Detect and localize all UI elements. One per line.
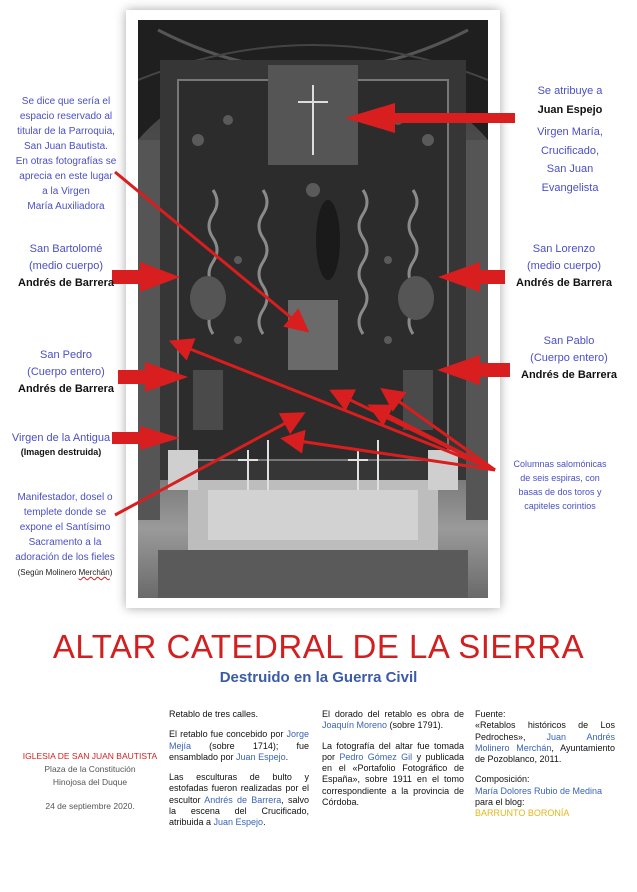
saint-name: San Pedro: [40, 349, 92, 361]
link-juan-espejo[interactable]: Juan Espejo: [236, 751, 286, 762]
text-span: El retablo fue concebido por: [169, 729, 287, 740]
figure-name: Evangelista: [541, 181, 599, 194]
text-span: .: [285, 751, 289, 762]
figure-name: San Juan: [546, 163, 594, 175]
text-span: , salvo la escena del Crucificado, atribuida a: [169, 794, 309, 828]
note-line: expone el Santísimo: [19, 522, 111, 533]
link-molinero-merchan[interactable]: Juan Andrés Molinero Merchán: [475, 731, 615, 753]
link-juan-espejo[interactable]: Juan Espejo: [213, 817, 264, 828]
note-line: basas de dos toros y: [518, 487, 602, 497]
text-column-2: [322, 709, 464, 817]
composition-label: Composición:: [475, 774, 530, 785]
note-columnas: [498, 457, 622, 513]
paragraph: [322, 741, 464, 809]
label-virgen-antigua: [2, 430, 120, 459]
note-line: adoración de los fieles: [15, 552, 115, 563]
text-span: (sobre 1714); fue ensamblado por: [169, 740, 309, 762]
label-san-bartolome: [10, 241, 122, 292]
attribution-intro: Se atribuye a: [537, 85, 603, 97]
text-column-1: [169, 709, 309, 838]
page-subtitle: Destruido en la Guerra Civil: [219, 669, 418, 686]
saint-author: Andrés de Barrera: [18, 277, 114, 289]
note-line: titular de la Parroquia,: [17, 126, 115, 137]
paragraph: [475, 720, 615, 765]
paragraph: [169, 729, 309, 763]
link-joaquin-moreno[interactable]: Joaquín Moreno: [322, 720, 388, 731]
text-span: El dorado del retablo es obra de: [322, 709, 464, 719]
attribution-author: Juan Espejo: [537, 103, 603, 116]
text-span: «Retablos históricos de Los Pedroches»,: [475, 720, 615, 742]
source-prefix: (Según Molinero: [17, 568, 79, 577]
note-line: María Auxiliadora: [27, 201, 105, 212]
saint-name: San Lorenzo: [532, 243, 596, 255]
saint-author: Andrés de Barrera: [516, 277, 612, 289]
note-titular-parroquia: [8, 94, 124, 214]
note-line: a la Virgen: [42, 186, 90, 197]
saint-detail: (medio cuerpo): [29, 260, 103, 272]
text-span: .: [263, 817, 266, 828]
saint-name: San Bartolomé: [29, 243, 103, 255]
saint-detail: (Imagen destruida): [20, 447, 102, 457]
location-block: [20, 750, 160, 813]
saint-name: Virgen de la Antigua: [11, 432, 111, 444]
note-line: Se dice que sería el: [21, 96, 111, 107]
saint-detail: (Cuerpo entero): [27, 366, 105, 378]
note-line: aprecia en este lugar: [19, 171, 113, 182]
note-line: Columnas salomónicas: [513, 459, 607, 469]
label-san-pedro: [10, 347, 122, 398]
saint-detail: (Cuerpo entero): [530, 352, 608, 364]
text-span: y publicada en el «Portafolio Fotográfico de España», sobre 1911 en el tomo correspondiente a la provincia de Córdoba.: [322, 751, 464, 808]
address-line: Plaza de la Constitución: [44, 764, 136, 774]
note-line: templete donde se: [23, 507, 107, 518]
paragraph: [322, 709, 464, 732]
blog-name[interactable]: BARRUNTO BORONÍA: [475, 808, 570, 819]
label-juan-espejo: [510, 82, 630, 197]
note-source: [6, 565, 124, 580]
saint-author: Andrés de Barrera: [521, 369, 617, 381]
note-line: Manifestador, dosel o: [17, 492, 113, 503]
paragraph: [169, 772, 309, 828]
text-span: La fotografía del altar fue tomada por: [322, 740, 464, 762]
paragraph: Retablo de tres calles.: [169, 709, 259, 719]
church-name: IGLESIA DE SAN JUAN BAUTISTA: [22, 751, 158, 761]
text-column-3: [475, 709, 615, 820]
saint-name: San Pablo: [543, 335, 595, 347]
saint-author: Andrés de Barrera: [18, 383, 114, 395]
label-san-lorenzo: [505, 241, 623, 292]
link-jorge-mejia[interactable]: Jorge Mejía: [169, 729, 309, 751]
line-arrows: [115, 172, 495, 515]
source-name: Merchán: [78, 568, 110, 577]
label-san-pablo: [510, 333, 628, 384]
note-line: En otras fotografías se: [15, 156, 117, 167]
page-title: ALTAR CATEDRAL DE LA SIERRA: [52, 628, 585, 665]
link-maria-dolores-rubio[interactable]: María Dolores Rubio de Medina: [475, 785, 603, 796]
note-manifestador: [6, 490, 124, 580]
note-line: espacio reservado al: [19, 111, 113, 122]
text-span: Las esculturas de bulto y estofadas fueron realizadas por el escultor: [169, 772, 309, 805]
note-line: de seis espiras, con: [520, 473, 600, 483]
figure-name: Virgen María,: [537, 126, 603, 138]
link-pedro-gomez-gil[interactable]: Pedro Gómez Gil: [339, 751, 413, 762]
saint-detail: (medio cuerpo): [527, 260, 601, 272]
text-span: , Ayuntamiento de Pozoblanco, 2011.: [475, 742, 615, 765]
publication-date: 24 de septiembre 2020.: [45, 801, 135, 811]
blog-label: para el blog:: [475, 797, 525, 808]
source-label: Fuente:: [475, 709, 506, 719]
note-line: Sacramento a la: [28, 537, 102, 548]
note-line: San Juan Bautista.: [24, 141, 108, 152]
source-suffix: ): [109, 568, 113, 577]
figure-name: Crucificado,: [540, 144, 600, 157]
address-line: Hinojosa del Duque: [52, 777, 128, 787]
note-line: capiteles corintios: [524, 501, 596, 511]
text-span: (sobre 1791).: [387, 720, 444, 731]
link-andres-de-barrera[interactable]: Andrés de Barrera: [204, 794, 282, 805]
